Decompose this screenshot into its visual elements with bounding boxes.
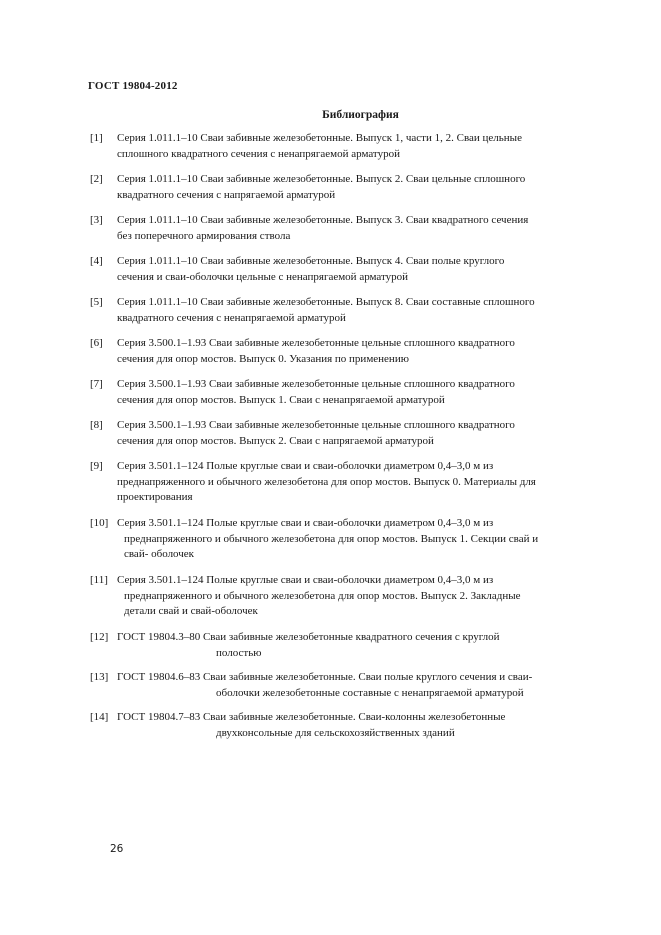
entry-continuation-line: сечения для опор мостов. Выпуск 0. Указания по применению [117, 352, 409, 365]
entry-continuation-line: квадратного сечения с ненапрягаемой арматурой [117, 311, 346, 324]
entry-number: [13] [90, 671, 109, 683]
entry-title-line: Серия 1.011.1–10 Сваи забивные железобетонные. Выпуск 8. Сваи составные сплошного [117, 296, 535, 308]
entry-continuation-line: преднапряженного и обычного железобетона для опор мостов. Выпуск 2. Закладные [124, 589, 521, 602]
entry-number: [3] [90, 214, 103, 226]
entry-title-line: Серия 1.011.1–10 Сваи забивные железобетонные. Выпуск 2. Сваи цельные сплошного [117, 173, 526, 185]
entry-continuation-line: проектирования [117, 491, 193, 503]
entry-number: [14] [90, 711, 109, 723]
entry-continuation-line: двухконсольные для сельскохозяйственных зданий [216, 726, 455, 739]
entry-continuation-line: сечения и сваи-оболочки цельные с ненапрягаемой арматурой [117, 270, 409, 283]
entry-continuation-line: квадратного сечения с напрягаемой арматурой [117, 188, 336, 201]
entry-number: [12] [90, 631, 109, 643]
entry-title-line: ГОСТ 19804.3–80 Сваи забивные железобетонные квадратного сечения с круглой [117, 631, 500, 643]
entry-number: [10] [90, 517, 109, 529]
entry-title-line: Серия 1.011.1–10 Сваи забивные железобетонные. Выпуск 1, части 1, 2. Сваи цельные [117, 132, 522, 144]
entry-title-line: Серия 3.500.1–1.93 Сваи забивные железобетонные цельные сплошного квадратного [117, 419, 515, 431]
entry-continuation-line: свай- оболочек [124, 548, 195, 560]
section-title: Библиография [322, 109, 399, 121]
entry-title-line: ГОСТ 19804.6–83 Сваи забивные железобетонные. Сваи полые круглого сечения и сваи- [117, 671, 533, 683]
entry-number: [9] [90, 460, 103, 472]
entry-number: [8] [90, 419, 103, 431]
document-code: ГОСТ 19804-2012 [88, 80, 178, 92]
page-number: 26 [110, 843, 124, 855]
entry-title-line: Серия 1.011.1–10 Сваи забивные железобетонные. Выпуск 3. Сваи квадратного сечения [117, 214, 529, 226]
entry-continuation-line: преднапряженного и обычного железобетона для опор мостов. Выпуск 1. Секции свай и [124, 532, 539, 545]
entry-title-line: Серия 1.011.1–10 Сваи забивные железобетонные. Выпуск 4. Сваи полые круглого [117, 255, 505, 267]
entry-continuation-line: сплошного квадратного сечения с ненапрягаемой арматурой [117, 147, 400, 160]
entry-number: [6] [90, 337, 103, 349]
entry-number: [1] [90, 132, 103, 144]
entry-continuation-line: оболочки железобетонные составные с ненапрягаемой арматурой [216, 686, 524, 699]
entry-number: [7] [90, 378, 103, 390]
entry-continuation-line: детали свай и свай-оболочек [124, 605, 258, 617]
entry-number: [11] [90, 574, 108, 586]
entry-title-line: Серия 3.501.1–124 Полые круглые сваи и сваи-оболочки диаметром 0,4–3,0 м из [117, 517, 494, 529]
entry-title-line: Серия 3.500.1–1.93 Сваи забивные железобетонные цельные сплошного квадратного [117, 378, 515, 390]
entry-number: [4] [90, 255, 103, 267]
entry-title-line: Серия 3.501.1–124 Полые круглые сваи и сваи-оболочки диаметром 0,4–3,0 м из [117, 574, 494, 586]
entry-title-line: Серия 3.500.1–1.93 Сваи забивные железобетонные цельные сплошного квадратного [117, 337, 515, 349]
entry-number: [5] [90, 296, 103, 308]
entry-number: [2] [90, 173, 103, 185]
entry-continuation-line: сечения для опор мостов. Выпуск 1. Сваи с ненапрягаемой арматурой [117, 393, 445, 406]
entry-continuation-line: полостью [216, 646, 262, 659]
entry-continuation-line: преднапряженного и обычного железобетона для опор мостов. Выпуск 0. Материалы для [117, 475, 536, 488]
entry-title-line: ГОСТ 19804.7–83 Сваи забивные железобетонные. Сваи-колонны железобетонные [117, 711, 506, 723]
entry-title-line: Серия 3.501.1–124 Полые круглые сваи и сваи-оболочки диаметром 0,4–3,0 м из [117, 460, 494, 472]
entry-continuation-line: без поперечного армирования ствола [117, 229, 291, 242]
entry-continuation-line: сечения для опор мостов. Выпуск 2. Сваи с напрягаемой арматурой [117, 434, 434, 447]
